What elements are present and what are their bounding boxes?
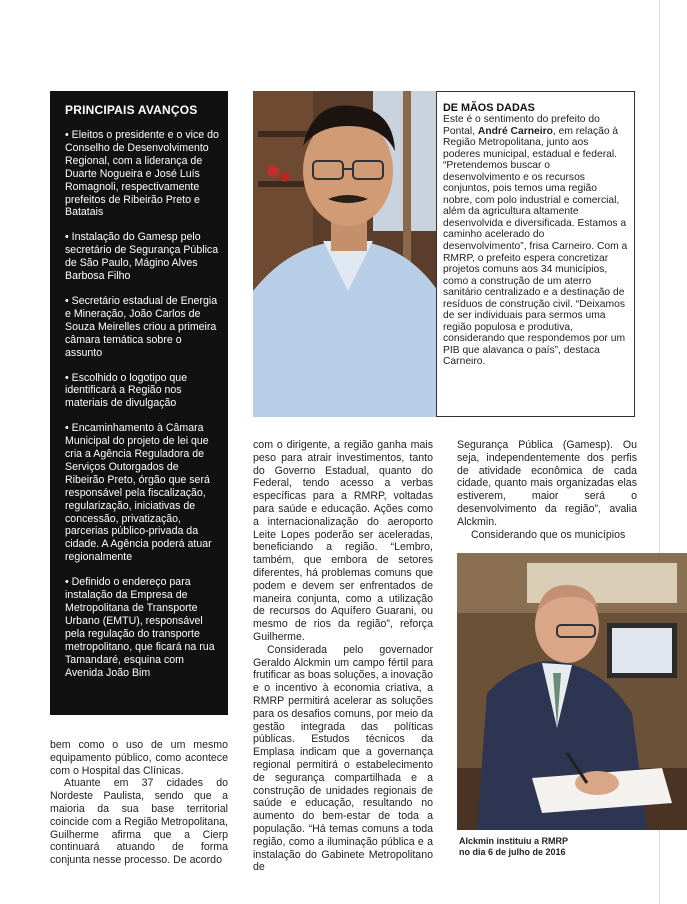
paragraph: Atuante em 37 cidades do Nordeste Paulista, sendo que a maioria da sua base territorial coincide com a Região Metropolitana, Guilherme afirma que a Cierp continuará atuando de forma conjunta nesse processo. De acordo: [50, 777, 228, 867]
quote-text: [443, 114, 628, 368]
quote-text-body: , em relação à Região Metropolitana, junto aos poderes municipal, estadual e federal. “Pretendemos buscar o desenvolvimento e os recursos conjuntos, pois temos uma região nobre, com polo industrial e comercial, além da agricultura altamente desenvolvida e diversificada. Estamos a caminho acelerado do desenvolvimento”, frisa Carneiro. Com a RMRP, o prefeito espera concretizar projetos comuns aos 34 municípios, como a construção de um aterro sanitário centralizado e a destinação de resíduos de construção civil. “Deixamos de ser individuais para sermos uma região populosa e produtiva, considerando que respondemos por um PIB que alavanca o país”, destaca Carneiro.: [443, 125, 628, 368]
sidebar-item: • Definido o endereço para instalação da Empresa de Metropolitana de Transporte Urbano (EMTU), responsável pela regulação do transporte metropolitano, que ficará na rua Tamandaré, esquina com Avenida João Bim: [65, 576, 215, 679]
paragraph: com o dirigente, a região ganha mais peso para atrair investimentos, tanto do Governo Estadual, quanto do Federal, tendo acesso a verbas específicas para a RMRP, voltadas para saúde e educação. Ações como a internacionalização do aeroporto Leite Lopes poderão ser aceleradas, beneficiando a região. “Lembro, também, que embora de setores diferentes, há problemas comuns que podem e devem ser enfrentados de maneira conjunta, como a utilização de recursos do Aquífero Guarani, ou mesmo de rios da região”, reforça Guilherme.: [253, 439, 433, 643]
sidebar-item: • Escolhido o logotipo que identificará a Região nos materiais de divulgação: [65, 371, 188, 410]
photo-caption: [459, 836, 639, 858]
caption-line: no dia 6 de julho de 2016: [459, 847, 566, 857]
paragraph: bem como o uso de um mesmo equipamento público, como acontece com o Hospital das Clínicas.: [50, 739, 228, 777]
article-column-3: [457, 439, 637, 541]
quote-box: [436, 91, 635, 417]
sidebar-item: • Secretário estadual de Energia e Mineração, João Carlos de Souza Meirelles criou a primeira câmara temática sobre o assunto: [65, 294, 218, 359]
signing-photo: [457, 553, 687, 830]
sidebar-item: • Instalação do Gamesp pelo secretário de Segurança Pública de São Paulo, Mágino Alves Barbosa Filho: [65, 231, 219, 283]
paragraph: Segurança Pública (Gamesp). Ou seja, independentemente dos perfis de atividade econômica de cada cidade, quanto mais organizadas elas estiverem, maior será o desenvolvimento da região”, avalia Alckmin.: [457, 439, 637, 528]
sidebar-box: [50, 91, 228, 715]
paragraph: Considerada pelo governador Geraldo Alckmin um campo fértil para frutificar as boas soluções, a inovação e o incentivo à economia criativa, a RMRP permitirá acelerar as soluções para os desafios comuns, por meio da gestão integrada das políticas públicas. Estudos técnicos da Emplasa indicam que a governança regional permitirá o estabelecimento de segurança compartilhada e a construção de unidades regionais de saúde e educação, resultando no aumento do bem-estar de toda a população. “Há temas comuns a toda região, como a iluminação pública e a instalação do Gabinete Metropolitano de: [253, 643, 433, 874]
quote-title: DE MÃOS DADAS: [443, 102, 535, 114]
article-column-2: [253, 439, 433, 874]
portrait-photo: [253, 91, 438, 417]
paragraph: Considerando que os municípios: [471, 528, 626, 541]
sidebar-item: • Encaminhamento à Câmara Municipal do projeto de lei que cria a Agência Reguladora de Serviços Outorgados de Ribeirão Preto, órgão que será responsável pela fiscalização, regularização, iniciativas de concessão, privatização, parcerias público-privada da cidade. A Agência poderá atuar regionalmente: [65, 422, 212, 564]
quote-text-intro: Este é o sentimento do prefeito do Pontal,: [443, 114, 600, 137]
sidebar-item: • Eleitos o presidente e o vice do Conselho de Desenvolvimento Regional, com a liderança de Duarte Nogueira e José Luís Romagnoli, respectivamente prefeitos de Ribeirão Preto e Batatais: [65, 129, 219, 219]
quote-person-name: André Carneiro: [477, 125, 553, 137]
article-column-1: [50, 739, 228, 867]
sidebar-title: PRINCIPAIS AVANÇOS: [65, 103, 198, 117]
caption-line: Alckmin instituiu a RMRP: [459, 836, 569, 846]
